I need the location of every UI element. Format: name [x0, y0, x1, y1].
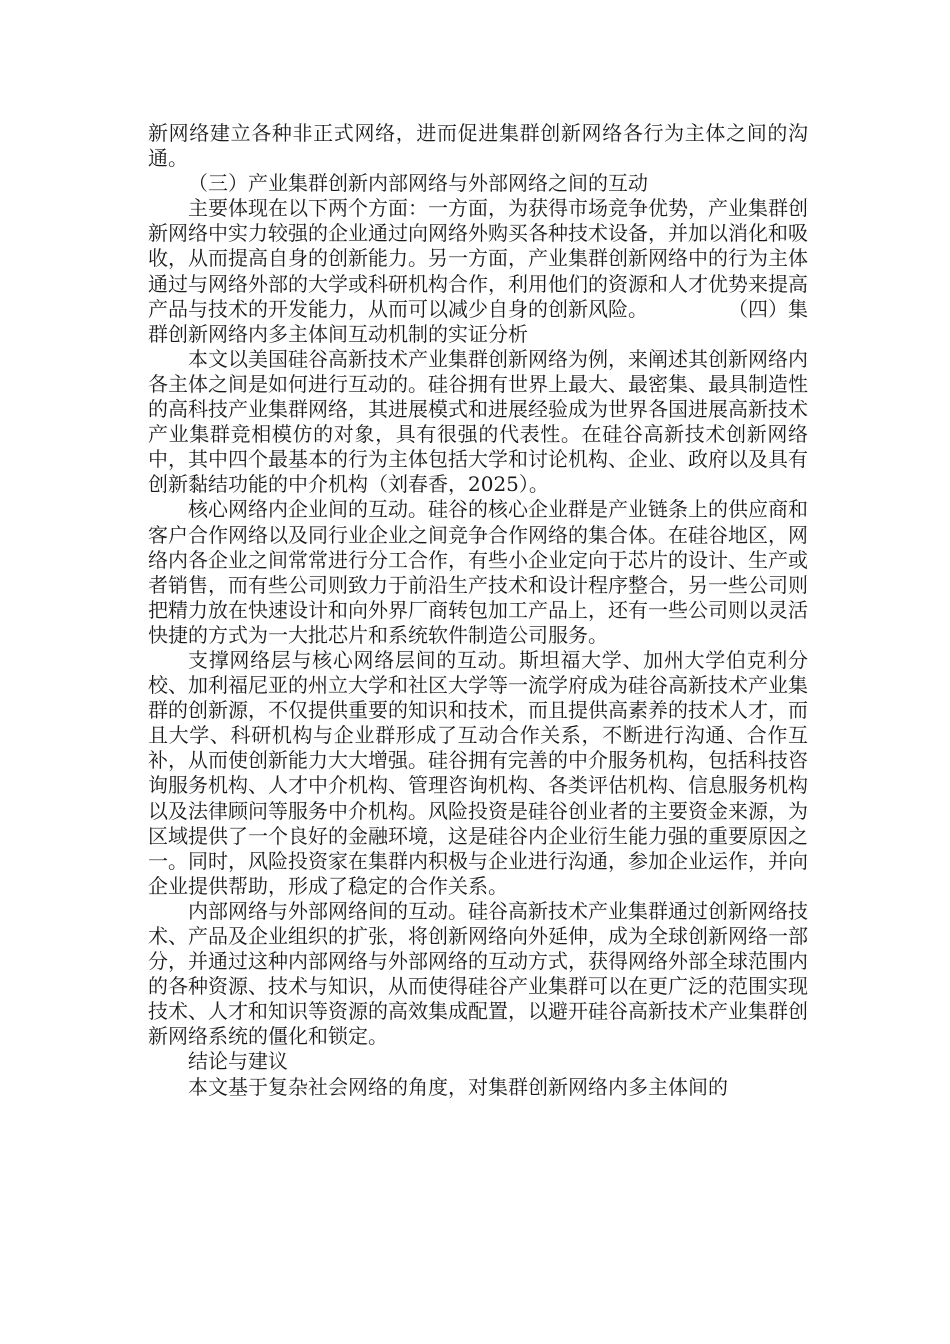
- section-heading-conclusion: 结论与建议: [188, 1049, 288, 1074]
- paragraph-5: 核心网络内企业间的互动。硅谷的核心企业群是产业链条上的供应商和客户合作网络以及同行业企业之间竞争合作网络的集合体。在硅谷地区，网络内各企业之间常常进行分工合作，有些小企业定向于芯片的设计、生产或者销售，而有些公司则致力于前沿生产技术和设计程序整合，另一些公司则把精力放在快速设计和向外界厂商转包加工产品上，还有一些公司则以灵活快捷的方式为一大批芯片和系统软件制造公司服务。: [148, 497, 808, 647]
- section-heading-4: （四）集群创新网络内多主体间互动机制的实证分析: [148, 296, 808, 346]
- document-body: [148, 121, 808, 1100]
- paragraph-3-text: 主要体现在以下两个方面：一方面，为获得市场竞争优势，产业集群创新网络中实力较强的企业通过向网络外购买各种技术设备，并加以消化和吸收，从而提高自身的创新能力。另一方面，产业集群创新网络中的行为主体通过与网络外部的大学或科研机构合作，利用他们的资源和人才优势来提高产品与技术的开发能力，从而可以减少自身的创新风险。: [148, 196, 808, 321]
- paragraph-8: 本文基于复杂社会网络的角度，对集群创新网络内多主体间的: [188, 1074, 728, 1099]
- paragraph-3: [148, 196, 808, 347]
- paragraph-4: 本文以美国硅谷高新技术产业集群创新网络为例，来阐述其创新网络内各主体之间是如何进行互动的。硅谷拥有世界上最大、最密集、最具制造性的高科技产业集群网络，其进展模式和进展经验成为世界各国进展高新技术产业集群竞相模仿的对象，具有很强的代表性。在硅谷高新技术创新网络中，其中四个最基本的行为主体包括大学和讨论机构、企业、政府以及具有创新黏结功能的中介机构（刘春香，2025）。: [148, 346, 808, 497]
- paragraph-intro: 新网络建立各种非正式网络，进而促进集群创新网络各行为主体之间的沟通。: [148, 121, 808, 171]
- paragraph-7: 内部网络与外部网络间的互动。硅谷高新技术产业集群通过创新网络技术、产品及企业组织的扩张，将创新网络向外延伸，成为全球创新网络一部分，并通过这种内部网络与外部网络的互动方式，获得网络外部全球范围内的各种资源、技术与知识，从而使得硅谷产业集群可以在更广泛的范围实现技术、人才和知识等资源的高效集成配置，以避开硅谷高新技术产业集群创新网络系统的僵化和锁定。: [148, 898, 808, 1049]
- section-heading-3: （三）产业集群创新内部网络与外部网络之间的互动: [188, 171, 648, 196]
- paragraph-6: 支撑网络层与核心网络层间的互动。斯坦福大学、加州大学伯克利分校、加利福尼亚的州立大学和社区大学等一流学府成为硅谷高新技术产业集群的创新源，不仅提供重要的知识和技术，而且提供高素养的技术人才，而且大学、科研机构与企业群形成了互动合作关系，不断进行沟通、合作互补，从而使创新能力大大增强。硅谷拥有完善的中介服务机构，包括科技咨询服务机构、人才中介机构、管理咨询机构、各类评估机构、信息服务机构以及法律顾问等服务中介机构。风险投资是硅谷创业者的主要资金来源，为区域提供了一个良好的金融环境，这是硅谷内企业衍生能力强的重要原因之一。同时，风险投资家在集群内积极与企业进行沟通，参加企业运作，并向企业提供帮助，形成了稳定的合作关系。: [148, 647, 808, 898]
